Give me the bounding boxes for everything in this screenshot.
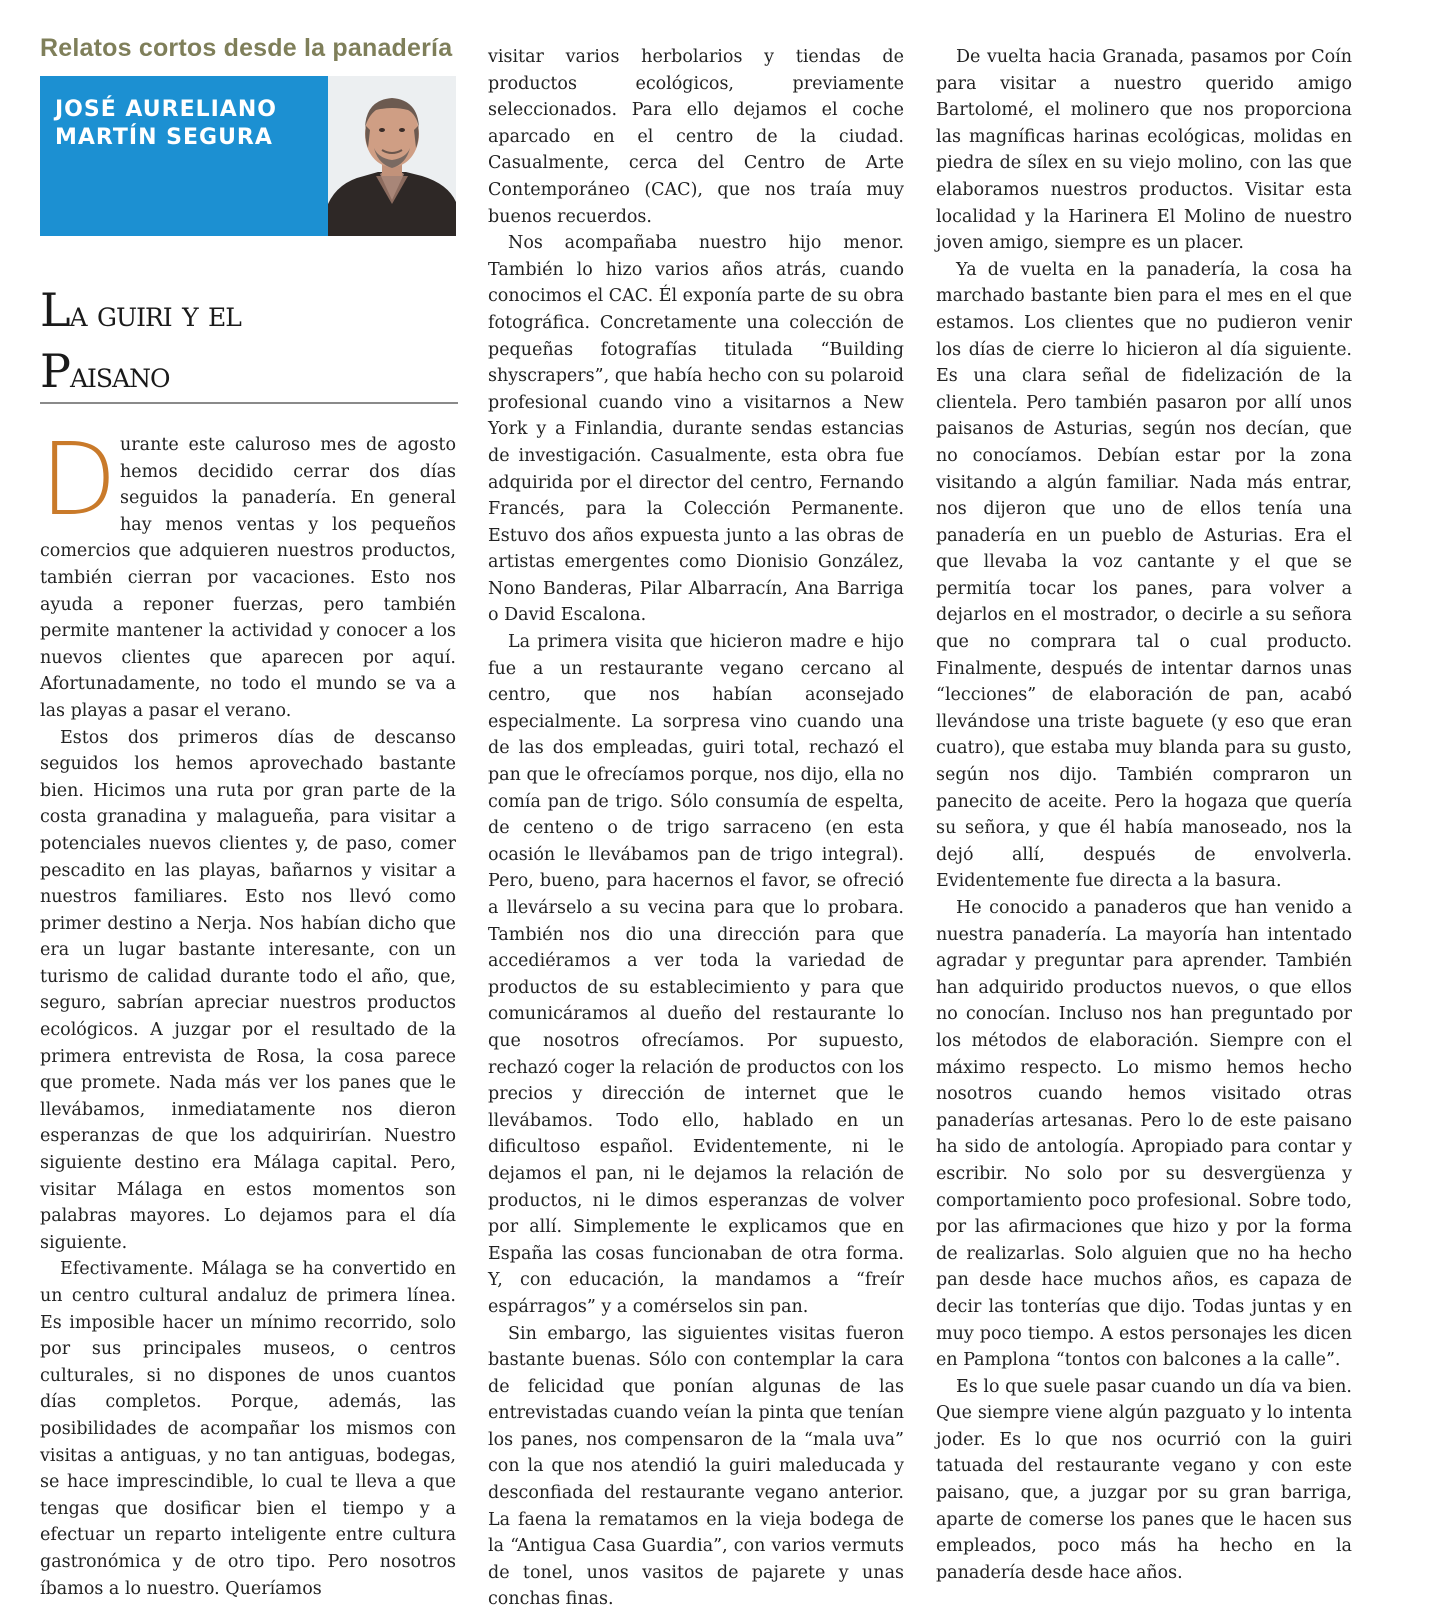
headline-line-2	[40, 343, 460, 404]
author-box	[40, 76, 328, 236]
headline-text-2: aisano	[69, 355, 170, 396]
paragraph: Es lo que suele pasar cuando un día va bien. Que siempre viene algún pazguato y lo intenta joder. Es lo que nos ocurrió con la guiri tatuada del restaurante vegano y con este paisano, que, a juzgar por su gran barriga, aparte de comerse los panes que le hacen sus empleados, poco más ha hecho en la panadería desde hace años.	[936, 1376, 1352, 1583]
article-column-1	[40, 421, 456, 1602]
author-name	[55, 96, 277, 152]
article-headline	[40, 282, 460, 404]
author-name-line-2: MARTÍN SEGURA	[55, 125, 273, 150]
headline-cap-1: L	[40, 283, 70, 337]
paragraph: visitar varios herbolarios y tiendas de productos ecológicos, previamente seleccionados. Para ello dejamos el coche aparcado en el centro de la ciudad. Casualmente, cerca del Centro de Arte Contemporáneo (CAC), que nos traía muy buenos recuerdos.	[488, 47, 904, 227]
paragraph: He conocido a panaderos que han venido a nuestra panadería. La mayoría han intentado agradar y preguntar para aprender. También han adquirido productos nuevos, o que ellos no conocían. Incluso nos han preguntado por los métodos de elaboración. Siempre con el máximo respecto. Lo mismo hemos hecho nosotros cuando hemos visitado otras panaderías artesanas. Pero lo de este paisano ha sido de antología. Apropiado para contar y escribir. No solo por su desvergüenza y comportamiento poco profesional. Sobre todo, por las afirmaciones que hizo y por la forma de realizarlas. Solo alguien que no ha hecho pan desde hace muchos años, es capaza de decir las tonterías que dijo. Todas juntas y en muy poco tiempo. A estos personajes les dicen en Pamplona “tontos con balcones a la calle”.	[936, 898, 1352, 1371]
paragraph: Efectivamente. Málaga se ha convertido en un centro cultural andaluz de primera línea. Es imposible hacer un mínimo recorrido, solo por sus principales museos, o centros culturales, si no dispones de unos cuantos días completos. Porque, además, las posibilidades de acompañar los mismos con visitas a antiguas, y no tan antiguas, bodegas, se hace imprescindible, lo cual te lleva a que tengas que dosificar bien el tiempo y a efectuar un reparto inteligente entre cultura gastronómica y de otro tipo. Pero nosotros íbamos a lo nuestro. Queríamos	[40, 1259, 456, 1599]
paragraph: De vuelta hacia Granada, pasamos por Coín para visitar a nuestro querido amigo Bartolomé, el molinero que nos proporciona las magníficas harinas ecológicas, molidas en piedra de sílex en su viejo molino, con las que elaboramos nuestros productos. Visitar esta localidad y la Harinera El Molino de nuestro joven amigo, siempre es un placer.	[936, 47, 1352, 254]
author-name-line-1: JOSÉ AURELIANO	[55, 97, 277, 122]
author-photo	[328, 76, 456, 236]
paragraph: Ya de vuelta en la panadería, la cosa ha marchado bastante bien para el mes en el que estamos. Los clientes que no pudieron venir los días de cierre lo hicieron al día siguiente. Es una clara señal de fidelización de la clientela. Pero también pasaron por allí unos paisanos de Asturias, según nos decían, que no conocíamos. Debían estar por la zona visitando a algún familiar. Nada más entrar, nos dijeron que uno de ellos tenía una panadería en un pueblo de Asturias. Era el que llevaba la voz cantante y el que se permitía tocar los panes, para volver a dejarlos en el mostrador, o decirle a su señora que no comprara tal o cual producto. Finalmente, después de intentar darnos unas “lecciones” de elaboración de pan, acabó llevándose una triste baguete (y eso que eran cuatro), que estaba muy blanda para su gusto, según nos dijo. También compraron un panecito de aceite. Pero la hogaza que quería su señora, y que él había manoseado, nos la dejó allí, después de envolverla. Evidentemente fue directa a la basura.	[936, 259, 1352, 892]
paragraph: Sin embargo, las siguientes visitas fueron bastante buenas. Sólo con contemplar la cara de felicidad que ponían algunas de las entrevistadas cuando veían la pinta que tenían los panes, nos compensaron de la “mala uva” con la que nos atendió la guiri maleducada y desconfiada del restaurante vegano anterior. La faena la rematamos en la vieja bodega de la “Antigua Casa Guardia”, con varios vermuts de tonel, unos vasitos de pajarete y unas conchas finas.	[488, 1323, 904, 1610]
headline-line-1	[40, 282, 460, 343]
headline-divider	[40, 402, 458, 404]
article-column-3	[936, 44, 1352, 1586]
paragraph	[40, 421, 456, 725]
paragraph: Nos acompañaba nuestro hijo menor. También lo hizo varios años atrás, cuando conocimos el CAC. Él exponía parte de su obra fotográfica. Concretamente una colección de pequeñas fotografías titulada “Building shyscrapers”, que había hecho con su polaroid profesional cuando vino a visitarnos a New York y a Finlandia, durante sendas estancias de investigación. Casualmente, esta obra fue adquirida por el director del centro, Fernando Francés, para la Colección Permanente. Estuvo dos años expuesta junto a las obras de artistas emergentes como Dionisio González, Nono Banderas, Pilar Albarracín, Ana Barriga o David Escalona.	[488, 233, 904, 626]
article-column-2	[488, 44, 904, 1613]
section-title: Relatos cortos desde la panadería	[40, 34, 453, 62]
paragraph: La primera visita que hicieron madre e hijo fue a un restaurante vegano cercano al centro, que nos habían aconsejado especialmente. La sorpresa vino cuando una de las dos empleadas, guiri total, rechazó el pan que le ofrecíamos porque, nos dijo, ella no comía pan de trigo. Sólo consumía de espelta, de centeno o de trigo sarraceno (en esta ocasión le llevábamos pan de trigo integral). Pero, bueno, para hacernos el favor, se ofreció a llevárselo a su vecina para que lo probara. También nos dio una dirección para que accediéramos a ver toda la variedad de productos de su establecimiento y para que comunicáramos al dueño del restaurante lo que nosotros ofrecíamos. Por supuesto, rechazó coger la relación de productos con los precios y dirección de internet que le llevábamos. Todo ello, hablado en un dificultoso español. Evidentemente, ni le dejamos el pan, ni le dejamos la relación de productos, ni le dimos esperanzas de volver por allí. Simplemente le explicamos que en España las cosas funcionaban de otra forma. Y, con educación, la mandamos a “freír espárragos” y a comérselos sin pan.	[488, 632, 904, 1317]
author-portrait-image	[328, 76, 456, 236]
headline-cap-2: P	[40, 344, 70, 398]
paragraph-text: urante este caluroso mes de agosto hemos decidido cerrar dos días seguidos la panadería. En general hay menos ventas y los pequeños comercios que adquieren nuestros productos, también cierran por vacaciones. Esto nos ayuda a reponer fuerzas, pero también permite mantener la actividad y conocer a los nuevos clientes que aparecen por aquí. Afortunadamente, no todo el mundo se va a las playas a pasar el verano.	[40, 435, 456, 721]
paragraph: Estos dos primeros días de descanso seguidos los hemos aprovechado bastante bien. Hicimos una ruta por gran parte de la costa granadina y malagueña, para visitar a potenciales nuevos clientes y, de paso, comer pescadito en las playas, bañarnos y visitar a nuestros familiares. Esto nos llevó como primer destino a Nerja. Nos habían dicho que era un lugar bastante interesante, con un turismo de calidad durante todo el año, que, seguro, sabrían apreciar nuestros productos ecológicos. A juzgar por el resultado de la primera entrevista de Rosa, la cosa parece que promete. Nada más ver los panes que le llevábamos, inmediatamente nos dieron esperanzas de que los adquirirían. Nuestro siguiente destino era Málaga capital. Pero, visitar Málaga en estos momentos son palabras mayores. Lo dejamos para el día siguiente.	[40, 727, 456, 1253]
headline-text-1: a guiri y el	[69, 294, 241, 335]
drop-cap: D	[40, 421, 118, 538]
